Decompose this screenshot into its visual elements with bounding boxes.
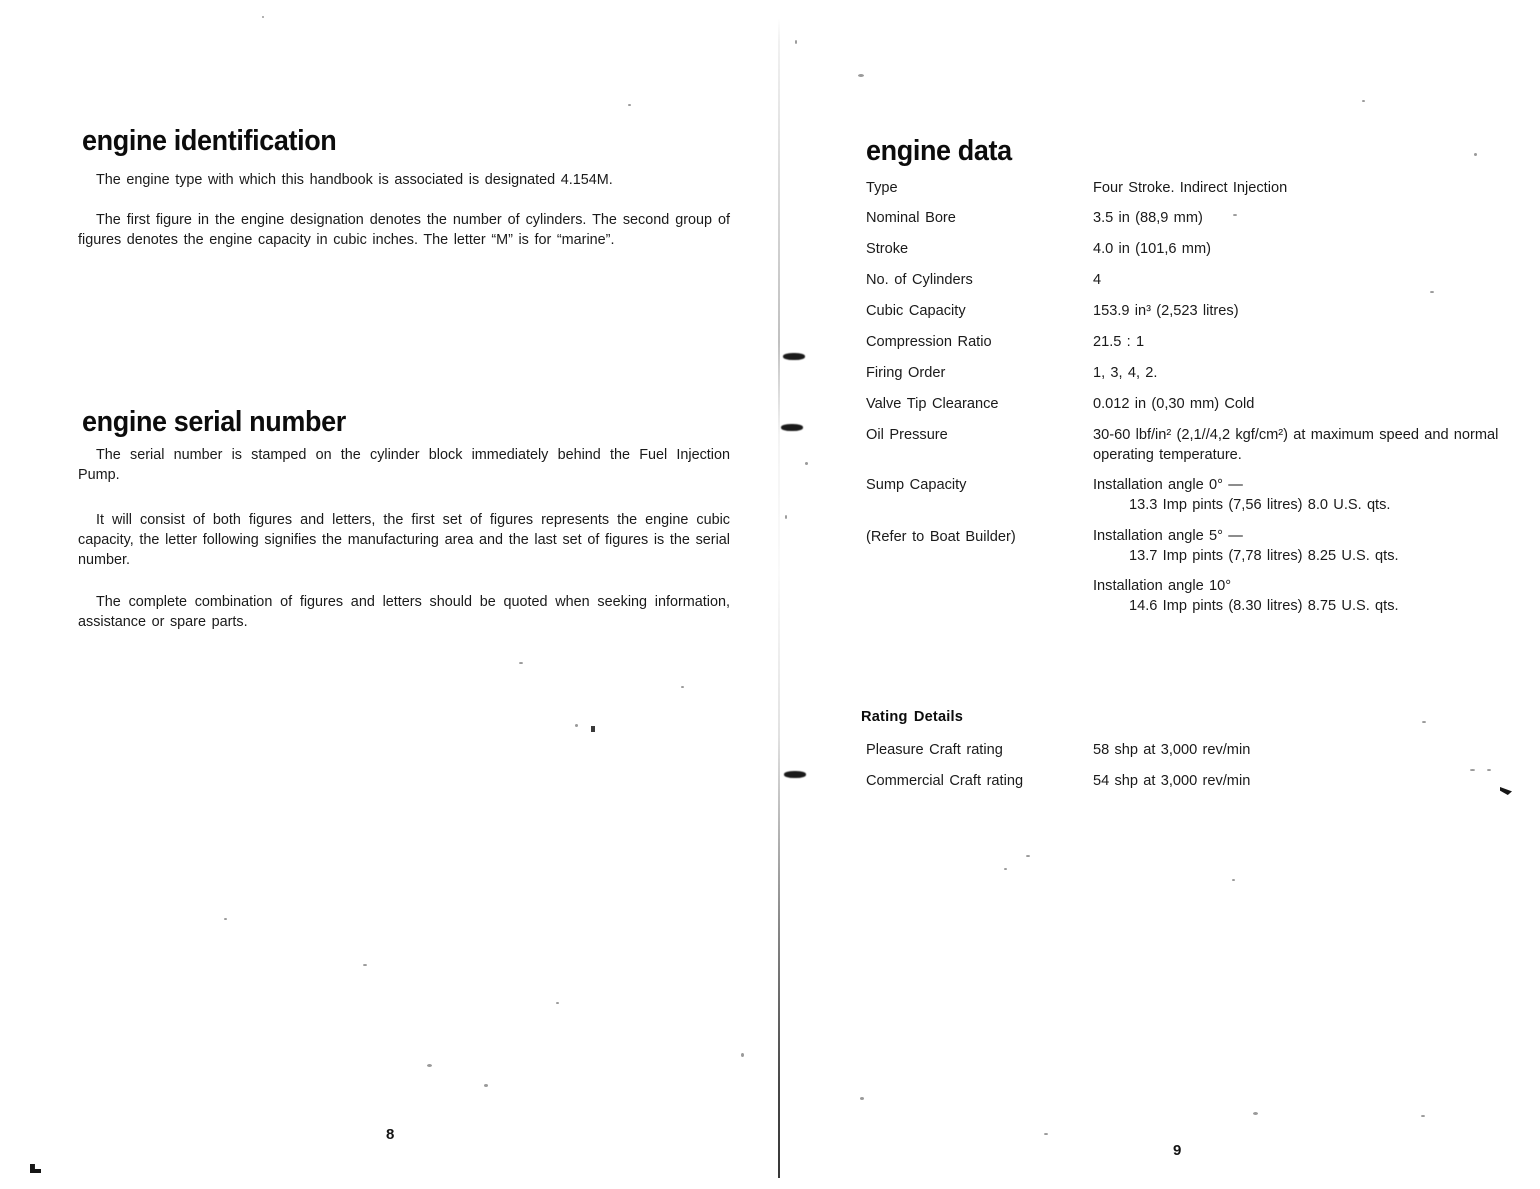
paragraph-text: The complete combination of figures and letters should be quoted when seeking information, assistance or spare parts. [78,594,730,631]
rating-label-pleasure-craft: Pleasure Craft rating [866,742,1003,758]
spec-label-sump-capacity-note: (Refer to Boat Builder) [866,529,1016,545]
staple-mark [783,353,805,360]
rating-value-commercial-craft: 54 shp at 3,000 rev/min [1093,773,1251,789]
paragraph-text: The first figure in the engine designation denotes the number of cylinders. The second group of figures denotes the engine capacity in cubic inches. The letter “M” is for “marine”. [78,212,730,249]
spec-label-sump-capacity: Sump Capacity [866,477,967,493]
engine-data-heading: engine data [866,135,1012,167]
spec-value-cubic-capacity: 153.9 in³ (2,523 litres) [1093,303,1239,319]
sump-capacity-text: 13.7 Imp pints (7,78 litres) 8.25 U.S. qts. [1129,547,1399,564]
sump-entry-angle-10 [1093,577,1523,616]
engine-identification-paragraph-1 [78,170,730,210]
engine-serial-number-paragraph-1 [78,445,730,506]
spec-label-compression-ratio: Compression Ratio [866,334,992,350]
page-number-right: 9 [1173,1142,1182,1159]
paragraph-text: The engine type with which this handbook is associated is designated 4.154M. [96,172,613,188]
paragraph-text: The serial number is stamped on the cylinder block immediately behind the Fuel Injection Pump. [78,447,730,484]
spec-value-compression-ratio: 21.5 : 1 [1093,334,1145,350]
rating-label-commercial-craft: Commercial Craft rating [866,773,1024,789]
rating-details-title: Rating Details [861,709,964,725]
spec-label-nominal-bore: Nominal Bore [866,210,956,226]
sump-capacity-text: 14.6 Imp pints (8.30 litres) 8.75 U.S. qts. [1129,597,1399,614]
paragraph-text: It will consist of both figures and letters, the first set of figures represents the engine cubic capacity, the letter following signifies the manufacturing area and the last set of figures is the serial number. [78,512,730,569]
spec-value-valve-tip-clearance: 0.012 in (0,30 mm) Cold [1093,396,1255,412]
staple-mark [784,771,806,778]
spec-label-valve-tip-clearance: Valve Tip Clearance [866,396,999,412]
spec-label-stroke: Stroke [866,241,909,257]
spec-value-firing-order: 1, 3, 4, 2. [1093,365,1158,381]
spec-label-no-of-cylinders: No. of Cylinders [866,272,973,288]
rating-value-pleasure-craft: 58 shp at 3,000 rev/min [1093,742,1251,758]
engine-identification-heading: engine identification [82,125,337,157]
spec-value-stroke: 4.0 in (101,6 mm) [1093,241,1211,257]
scan-smudge-bottom-left [30,1164,41,1173]
spec-label-type: Type [866,180,898,196]
spec-label-cubic-capacity: Cubic Capacity [866,303,966,319]
sump-angle-text: Installation angle 10° [1093,578,1232,594]
sump-entry-angle-0 [1093,476,1523,515]
engine-serial-number-heading: engine serial number [82,406,346,438]
scan-smudge-mid-left [591,726,595,732]
sump-angle-text: Installation angle 0° — [1093,477,1243,493]
sump-angle-text: Installation angle 5° — [1093,528,1243,544]
spec-label-oil-pressure: Oil Pressure [866,427,948,443]
spec-value-nominal-bore: 3.5 in (88,9 mm) [1093,210,1203,226]
spec-value-type: Four Stroke. Indirect Injection [1093,180,1288,196]
engine-identification-paragraph-2 [78,210,730,271]
sump-capacity-text: 13.3 Imp pints (7,56 litres) 8.0 U.S. qts. [1129,496,1391,513]
spec-value-oil-pressure: 30-60 lbf/in² (2,1//4,2 kgf/cm²) at maximum speed and normal operating temperature. [1093,427,1499,463]
sump-entry-angle-5 [1093,527,1523,566]
spec-label-firing-order: Firing Order [866,365,946,381]
staple-mark [781,424,803,431]
engine-serial-number-paragraph-3 [78,592,730,653]
engine-serial-number-paragraph-2 [78,510,730,591]
page-number-left: 8 [386,1126,395,1143]
spec-value-no-of-cylinders: 4 [1093,272,1102,288]
